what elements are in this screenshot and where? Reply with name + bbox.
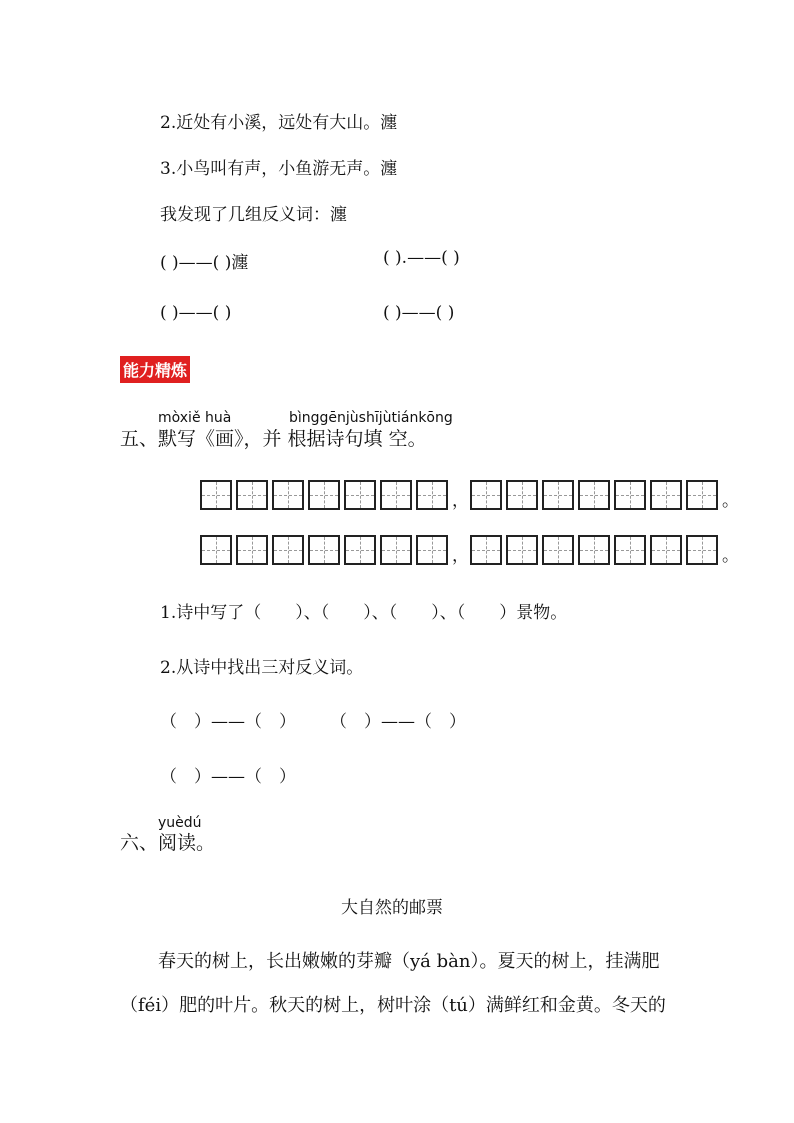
writing-grid-row-2 <box>200 535 740 565</box>
section5-heading: 五、默写《画》，并 根据诗句填 空。 <box>120 428 427 450</box>
writing-cell[interactable] <box>344 535 376 565</box>
question-1: 1.诗中写了（ ）、（ ）、（ ）、（ ）景物。 <box>160 603 568 623</box>
antonym-pair-row2-right: ( )——( ) <box>383 303 455 323</box>
writing-cell[interactable] <box>614 535 646 565</box>
exercise-line-3: 3.小鸟叫有声，小鱼游无声。瀍 <box>160 159 398 179</box>
antonym-pair-row1-right: ( ).——( ) <box>383 248 460 268</box>
writing-cell[interactable] <box>578 535 610 565</box>
writing-grid-row-1 <box>200 480 740 510</box>
writing-cell[interactable] <box>272 480 304 510</box>
writing-cell[interactable] <box>470 480 502 510</box>
section6-heading: 六、阅读。 <box>120 832 216 854</box>
period: 。 <box>722 491 739 511</box>
writing-cell[interactable] <box>380 480 412 510</box>
reading-paragraph-line-2: （féi）肥的叶片。秋天的树上，树叶涂（tú）满鲜红和金黄。冬天的 <box>120 995 666 1016</box>
pinyin-yue-du: yuèdú <box>158 815 202 831</box>
writing-cell[interactable] <box>470 535 502 565</box>
comma: ， <box>452 546 469 566</box>
writing-cell[interactable] <box>614 480 646 510</box>
writing-cell[interactable] <box>506 535 538 565</box>
writing-cell[interactable] <box>542 480 574 510</box>
writing-cell[interactable] <box>506 480 538 510</box>
antonym-blank-3: （ ）——（ ） <box>160 767 296 787</box>
writing-cell[interactable] <box>200 480 232 510</box>
writing-cell[interactable] <box>344 480 376 510</box>
writing-cell[interactable] <box>686 535 718 565</box>
period: 。 <box>722 546 739 566</box>
pinyin-mo-xie-hua: mòxiě huà <box>158 410 232 426</box>
writing-cell[interactable] <box>308 535 340 565</box>
ability-badge: 能力精炼 <box>120 356 190 383</box>
antonym-pair-row1-left: ( )——( )瀍 <box>160 253 249 273</box>
find-antonyms-label: 我发现了几组反义词：瀍 <box>160 205 347 225</box>
writing-cell[interactable] <box>380 535 412 565</box>
writing-cell[interactable] <box>578 480 610 510</box>
reading-paragraph-line-1: 春天的树上，长出嫩嫩的芽瓣（yá bàn）。夏天的树上，挂满肥 <box>158 951 660 972</box>
writing-cell[interactable] <box>308 480 340 510</box>
writing-cell[interactable] <box>200 535 232 565</box>
writing-cell[interactable] <box>416 480 448 510</box>
reading-title: 大自然的邮票 <box>341 898 443 918</box>
writing-cell[interactable] <box>650 480 682 510</box>
antonym-blank-1: （ ）——（ ） <box>160 712 296 732</box>
antonym-blank-2: （ ）——（ ） <box>330 712 466 732</box>
writing-cell[interactable] <box>416 535 448 565</box>
writing-cell[interactable] <box>650 535 682 565</box>
question-2: 2.从诗中找出三对反义词。 <box>160 658 364 678</box>
writing-cell[interactable] <box>272 535 304 565</box>
comma: ， <box>452 491 469 511</box>
writing-cell[interactable] <box>236 480 268 510</box>
pinyin-bing-gen-ju: bìnggēnjùshījùtiánkōng <box>289 410 453 426</box>
exercise-line-2: 2.近处有小溪，远处有大山。瀍 <box>160 113 398 133</box>
writing-cell[interactable] <box>686 480 718 510</box>
antonym-pair-row2-left: ( )——( ) <box>160 303 232 323</box>
writing-cell[interactable] <box>542 535 574 565</box>
writing-cell[interactable] <box>236 535 268 565</box>
